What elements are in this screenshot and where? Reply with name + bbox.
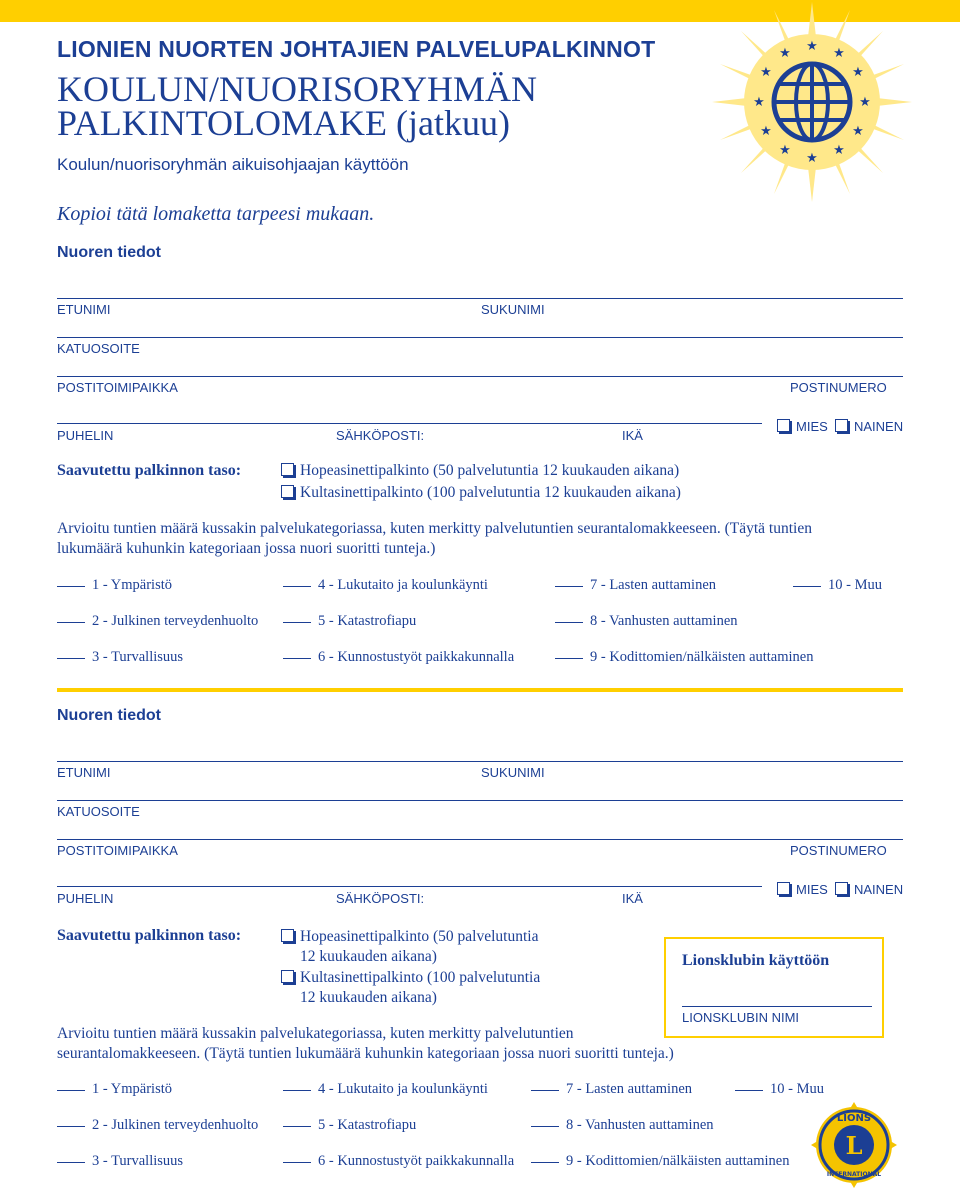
category-8[interactable]	[555, 613, 738, 630]
category-6[interactable]	[283, 649, 514, 666]
category-label: 6 - Kunnostustyöt paikkakunnalla	[318, 649, 515, 665]
email-label: SÄHKÖPOSTI:	[336, 428, 425, 443]
emblem-letter: L	[845, 1131, 863, 1160]
globe-emblem-icon	[712, 2, 912, 202]
category-5[interactable]	[283, 1117, 416, 1134]
subtitle: Koulun/nuorisoryhmän aikuisohjaajan käyttöön	[57, 155, 409, 174]
category-label: 5 - Katastrofiapu	[318, 613, 417, 629]
svg-text:★: ★	[806, 39, 818, 54]
category-label: 6 - Kunnostustyöt paikkakunnalla	[318, 1153, 515, 1169]
hours-blank[interactable]	[283, 1162, 311, 1163]
section2-phone-line[interactable]	[57, 886, 762, 887]
section1-heading: Nuoren tiedot	[57, 244, 161, 261]
female-checkbox-row[interactable]	[835, 419, 903, 434]
section1-street-line[interactable]	[57, 337, 903, 338]
category-1[interactable]	[57, 577, 172, 594]
gold-checkbox[interactable]	[281, 970, 294, 983]
gold-option-label-cont: 12 kuukauden aikana)	[300, 989, 437, 1006]
form-title	[57, 69, 538, 143]
postcode-label: POSTINUMERO	[790, 843, 887, 858]
category-label: 7 - Lasten auttaminen	[566, 1081, 693, 1097]
category-1[interactable]	[57, 1081, 172, 1098]
male-label: MIES	[796, 419, 828, 434]
category-label: 10 - Muu	[828, 577, 882, 593]
hours-blank[interactable]	[531, 1162, 559, 1163]
female-label: NAINEN	[854, 419, 904, 434]
hours-blank[interactable]	[555, 586, 583, 587]
instructions-line2: seurantalomakkeeseen. (Täytä tuntien lukumäärä kuhunkin kategoriaan jossa nuori suoritti tunteja.)	[57, 1045, 674, 1062]
category-7[interactable]	[555, 577, 716, 594]
hours-blank[interactable]	[57, 658, 85, 659]
phone-label: PUHELIN	[57, 428, 114, 443]
section2-street-line[interactable]	[57, 800, 903, 801]
section2-heading: Nuoren tiedot	[57, 707, 161, 724]
female-checkbox[interactable]	[835, 419, 848, 432]
hours-blank[interactable]	[735, 1090, 763, 1091]
emblem-top-text: LIONS	[836, 1113, 872, 1124]
section1-name-line[interactable]	[57, 298, 903, 299]
category-9[interactable]	[531, 1153, 790, 1170]
postcode-label: POSTINUMERO	[790, 380, 887, 395]
svg-text:★: ★	[760, 124, 772, 139]
city-label: POSTITOIMIPAIKKA	[57, 843, 178, 858]
category-label: 3 - Turvallisuus	[92, 1153, 184, 1169]
category-2[interactable]	[57, 1117, 258, 1134]
hours-blank[interactable]	[57, 1162, 85, 1163]
svg-text:★: ★	[779, 143, 791, 158]
age-label: IKÄ	[622, 428, 643, 443]
category-6[interactable]	[283, 1153, 514, 1170]
category-4[interactable]	[283, 1081, 488, 1098]
gold-option-label: Kultasinettipalkinto (100 palvelutuntia 12 kuukauden aikana)	[300, 484, 681, 501]
phone-label: PUHELIN	[57, 891, 114, 906]
form-title-line1: KOULUN/NUORISORYHMÄN	[57, 69, 538, 109]
category-7[interactable]	[531, 1081, 692, 1098]
hours-blank[interactable]	[57, 1126, 85, 1127]
first-name-label: ETUNIMI	[57, 302, 111, 317]
instructions-line1: Arvioitu tuntien määrä kussakin palvelukategoriassa, kuten merkitty palvelutuntien seurantalomakkeeseen. (Täytä tuntien	[57, 520, 812, 537]
hours-blank[interactable]	[57, 1090, 85, 1091]
category-label: 8 - Vanhusten auttaminen	[566, 1117, 714, 1133]
instructions	[57, 519, 917, 559]
category-label: 1 - Ympäristö	[92, 1081, 173, 1097]
street-label: KATUOSOITE	[57, 804, 140, 819]
silver-checkbox[interactable]	[281, 463, 294, 476]
instructions	[57, 1024, 857, 1064]
category-9[interactable]	[555, 649, 814, 666]
award-level-label: Saavutettu palkinnon taso:	[57, 927, 242, 944]
category-10[interactable]	[793, 577, 882, 594]
hours-blank[interactable]	[555, 622, 583, 623]
hours-blank[interactable]	[57, 586, 85, 587]
last-name-label: SUKUNIMI	[481, 302, 545, 317]
silver-option[interactable]	[281, 927, 538, 967]
category-5[interactable]	[283, 613, 416, 630]
female-checkbox[interactable]	[835, 882, 848, 895]
hours-blank[interactable]	[57, 622, 85, 623]
category-label: 1 - Ympäristö	[92, 577, 173, 593]
category-label: 10 - Muu	[770, 1081, 824, 1097]
category-label: 4 - Lukutaito ja koulunkäynti	[318, 1081, 488, 1097]
male-checkbox-row[interactable]	[777, 882, 828, 897]
svg-text:★: ★	[806, 151, 818, 166]
hours-blank[interactable]	[283, 1126, 311, 1127]
female-checkbox-row[interactable]	[835, 882, 903, 897]
svg-text:★: ★	[852, 124, 864, 139]
category-label: 2 - Julkinen terveydenhuolto	[92, 613, 259, 629]
female-label: NAINEN	[854, 882, 904, 897]
svg-text:★: ★	[753, 95, 765, 110]
silver-option-label: Hopeasinettipalkinto (50 palvelutuntia 12 kuukauden aikana)	[300, 462, 680, 479]
gold-option[interactable]	[281, 484, 681, 502]
silver-checkbox[interactable]	[281, 929, 294, 942]
category-label: 5 - Katastrofiapu	[318, 1117, 417, 1133]
category-label: 9 - Kodittomien/nälkäisten auttaminen	[590, 649, 814, 665]
silver-option-label: Hopeasinettipalkinto (50 palvelutuntia	[300, 928, 539, 945]
category-3[interactable]	[57, 649, 183, 666]
hours-blank[interactable]	[283, 1090, 311, 1091]
hours-blank[interactable]	[531, 1090, 559, 1091]
email-label: SÄHKÖPOSTI:	[336, 891, 425, 906]
copy-note: Kopioi tätä lomaketta tarpeesi mukaan.	[57, 203, 375, 225]
male-checkbox[interactable]	[777, 419, 790, 432]
category-label: 7 - Lasten auttaminen	[590, 577, 717, 593]
hours-blank[interactable]	[793, 586, 821, 587]
org-title: LIONIEN NUORTEN JOHTAJIEN PALVELUPALKINNOT	[57, 36, 656, 62]
svg-text:★: ★	[760, 65, 772, 80]
section-divider	[57, 688, 903, 692]
svg-text:★: ★	[779, 46, 791, 61]
section2-city-line[interactable]	[57, 839, 903, 840]
category-label: 8 - Vanhusten auttaminen	[590, 613, 738, 629]
lions-emblem-icon	[808, 1102, 900, 1188]
section1-city-line[interactable]	[57, 376, 903, 377]
hours-blank[interactable]	[283, 586, 311, 587]
award-level-label: Saavutettu palkinnon taso:	[57, 462, 242, 479]
category-label: 2 - Julkinen terveydenhuolto	[92, 1117, 259, 1133]
category-3[interactable]	[57, 1153, 183, 1170]
gold-option[interactable]	[281, 968, 540, 1008]
club-box-title: Lionsklubin käyttöön	[682, 952, 830, 969]
svg-text:★: ★	[859, 95, 871, 110]
club-name-label: LIONSKLUBIN NIMI	[682, 1010, 800, 1025]
male-checkbox[interactable]	[777, 882, 790, 895]
category-8[interactable]	[531, 1117, 714, 1134]
club-name-line[interactable]	[682, 1006, 872, 1007]
street-label: KATUOSOITE	[57, 341, 140, 356]
category-2[interactable]	[57, 613, 258, 630]
male-label: MIES	[796, 882, 828, 897]
category-label: 3 - Turvallisuus	[92, 649, 184, 665]
category-label: 9 - Kodittomien/nälkäisten auttaminen	[566, 1153, 790, 1169]
svg-text:★: ★	[833, 143, 845, 158]
silver-option[interactable]	[281, 462, 679, 480]
category-10[interactable]	[735, 1081, 824, 1098]
male-checkbox-row[interactable]	[777, 419, 828, 434]
silver-option-label-cont: 12 kuukauden aikana)	[300, 948, 437, 965]
club-use-box	[664, 937, 884, 1038]
hours-blank[interactable]	[283, 622, 311, 623]
hours-blank[interactable]	[283, 658, 311, 659]
gold-option-label: Kultasinettipalkinto (100 palvelutuntia	[300, 969, 541, 986]
category-4[interactable]	[283, 577, 488, 594]
city-label: POSTITOIMIPAIKKA	[57, 380, 178, 395]
last-name-label: SUKUNIMI	[481, 765, 545, 780]
instructions-line1: Arvioitu tuntien määrä kussakin palvelukategoriassa, kuten merkitty palvelutuntien	[57, 1025, 574, 1042]
emblem-bottom-text: INTERNATIONAL	[826, 1171, 882, 1178]
category-label: 4 - Lukutaito ja koulunkäynti	[318, 577, 488, 593]
section1-phone-line[interactable]	[57, 423, 762, 424]
svg-text:★: ★	[852, 65, 864, 80]
hours-blank[interactable]	[555, 658, 583, 659]
section2-name-line[interactable]	[57, 761, 903, 762]
age-label: IKÄ	[622, 891, 643, 906]
instructions-line2: lukumäärä kuhunkin kategoriaan jossa nuori suoritti tunteja.)	[57, 540, 436, 557]
hours-blank[interactable]	[531, 1126, 559, 1127]
gold-checkbox[interactable]	[281, 485, 294, 498]
first-name-label: ETUNIMI	[57, 765, 111, 780]
svg-text:★: ★	[833, 46, 845, 61]
form-title-line2: PALKINTOLOMAKE (jatkuu)	[57, 103, 510, 143]
